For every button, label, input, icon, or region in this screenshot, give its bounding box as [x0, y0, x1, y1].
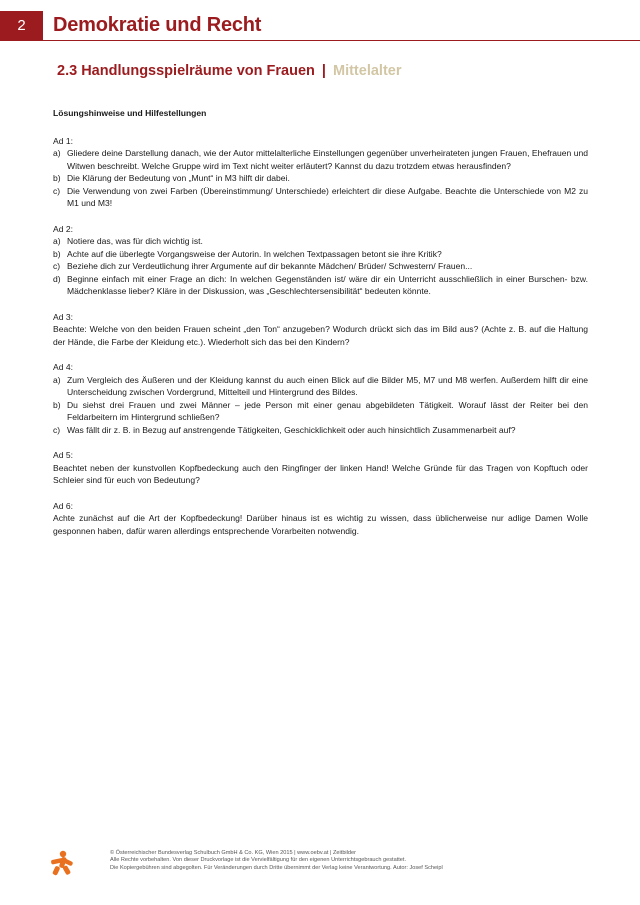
item-text: Die Klärung der Bedeutung von „Munt“ in M3 hilft dir dabei. — [67, 173, 290, 183]
section-separator: | — [321, 63, 326, 79]
list-item — [53, 185, 588, 210]
header-title: Demokratie und Recht — [53, 14, 262, 36]
item-letter: d) — [53, 273, 61, 284]
ad6-block — [53, 500, 588, 538]
section-heading — [57, 63, 402, 79]
list-item — [53, 260, 588, 273]
ad2-label: Ad 2: — [53, 223, 73, 234]
item-letter: c) — [53, 261, 61, 271]
list-item — [53, 172, 588, 185]
item-text: Du siehst drei Frauen und zwei Männer – jede Person mit einer genau abgebildeten Tätigkeit. Worauf lässt der Reiter bei den Feldarbeitern im Hintergrund schließen? — [67, 399, 588, 422]
list-item — [53, 273, 588, 298]
subheading: Lösungshinweise und Hilfestellungen — [53, 108, 207, 118]
ad6-text: Achte zunächst auf die Art der Kopfbedeckung! Darüber hinaus ist es wichtig zu wissen, dass üblicherweise nur adlige Damen Wolle gesponnen haben, dafür waren allerdings entsprechende Vorarbeiten notwendig. — [53, 513, 588, 536]
header-rule — [43, 40, 640, 41]
section-era: Mittelalter — [333, 63, 402, 79]
ad6-label: Ad 6: — [53, 500, 73, 511]
page-number: 2 — [17, 17, 26, 34]
ad5-text: Beachtet neben der kunstvollen Kopfbedeckung auch den Ringfinger der linken Hand! Welche Gründe für das Tragen von Kopftuch oder Schleier sind für euch von Bedeutung? — [53, 462, 588, 485]
ad1-block — [53, 135, 588, 210]
main-content — [53, 107, 588, 550]
ad3-text: Beachte: Welche von den beiden Frauen scheint „den Ton“ anzugeben? Wodurch drückt sich das im Bild aus? (Achte z. B. auf die Haltung der Hände, die Farbe der Kleidung etc.). Wiederholt sich das bei den Kindern? — [53, 324, 588, 347]
list-item — [53, 374, 588, 399]
item-letter: b) — [53, 399, 61, 410]
item-letter: c) — [53, 424, 61, 435]
ad2-block — [53, 223, 588, 298]
item-text: Beziehe dich zur Verdeutlichung ihrer Argumente auf dir bekannte Mädchen/ Brüder/ Schwestern/ Frauen... — [67, 261, 473, 271]
ad4-block — [53, 361, 588, 436]
ad1-label: Ad 1: — [53, 135, 73, 146]
list-item — [53, 399, 588, 424]
item-text: Die Verwendung von zwei Farben (Übereinstimmung/ Unterschiede) erleichtert dir diese Aufgabe. Beachte die Unterschiede von M2 zu M1 und M3! — [67, 185, 588, 208]
ad5-label: Ad 5: — [53, 450, 73, 460]
item-letter: a) — [53, 148, 61, 158]
ad5-block — [53, 449, 588, 487]
item-letter: a) — [53, 236, 61, 246]
ad3-block — [53, 311, 588, 349]
item-letter: a) — [53, 374, 61, 385]
section-topic: Handlungsspielräume von Frauen — [81, 63, 315, 79]
ad4-label: Ad 4: — [53, 362, 73, 372]
item-text: Beginne einfach mit einer Frage an dich: In welchen Gegenständen ist/ wäre dir ein Unterricht ausschließlich in einer Burschen- bzw. Mädchenklasse lieber? Kläre in der Diskussion, was „Geschlechtersensibilität“ bedeuten könnte. — [67, 273, 588, 296]
footer-copyright: © Österreichischer Bundesverlag Schulbuch GmbH & Co. KG, Wien 2015 | www.oebv.at | Zeitbilder — [110, 850, 357, 856]
footer — [110, 850, 570, 872]
section-number: 2.3 — [57, 63, 78, 79]
list-item — [53, 248, 588, 261]
list-item — [53, 235, 588, 248]
item-letter: b) — [53, 173, 61, 183]
item-text: Was fällt dir z. B. in Bezug auf anstrengende Tätigkeiten, Geschicklichkeit oder auch hinsichtlich Zusammenarbeit auf? — [67, 424, 516, 435]
footer-rights: Alle Rechte vorbehalten. Von dieser Druckvorlage ist die Vervielfältigung für den eigenen Unterrichtsgebrauch gestattet. — [110, 857, 407, 864]
item-text: Achte auf die überlegte Vorgangsweise der Autorin. In welchen Textpassagen betont sie ihre Kritik? — [67, 248, 442, 259]
item-letter: b) — [53, 248, 61, 259]
item-text: Zum Vergleich des Äußeren und der Kleidung kannst du auch einen Blick auf die Bilder M5, M7 und M8 werfen. Außerdem hilft dir eine Unterscheidung zwischen Vordergrund, Mittelteil und Hintergrund des Bildes. — [67, 374, 588, 397]
footer-disclaimer: Die Kopiergebühren sind abgegolten. Für Veränderungen durch Dritte übernimmt der Verlag keine Verantwortung. Autor: Josef Scheipl — [110, 864, 443, 871]
item-letter: c) — [53, 185, 61, 196]
oebv-logo-icon — [49, 850, 75, 876]
page-number-badge — [0, 11, 43, 41]
list-item — [53, 424, 588, 437]
item-text: Gliedere deine Darstellung danach, wie der Autor mittelalterliche Einstellungen gegenüber unverheirateten jungen Frauen, Ehefrauen und Witwen beschreibt. Welche Gruppe wird im Text nicht weiter erläutert? Kannst du dazu trotzdem etwas herausfinden? — [67, 148, 588, 171]
list-item — [53, 147, 588, 172]
item-text: Notiere das, was für dich wichtig ist. — [67, 236, 203, 246]
ad3-label: Ad 3: — [53, 311, 73, 322]
